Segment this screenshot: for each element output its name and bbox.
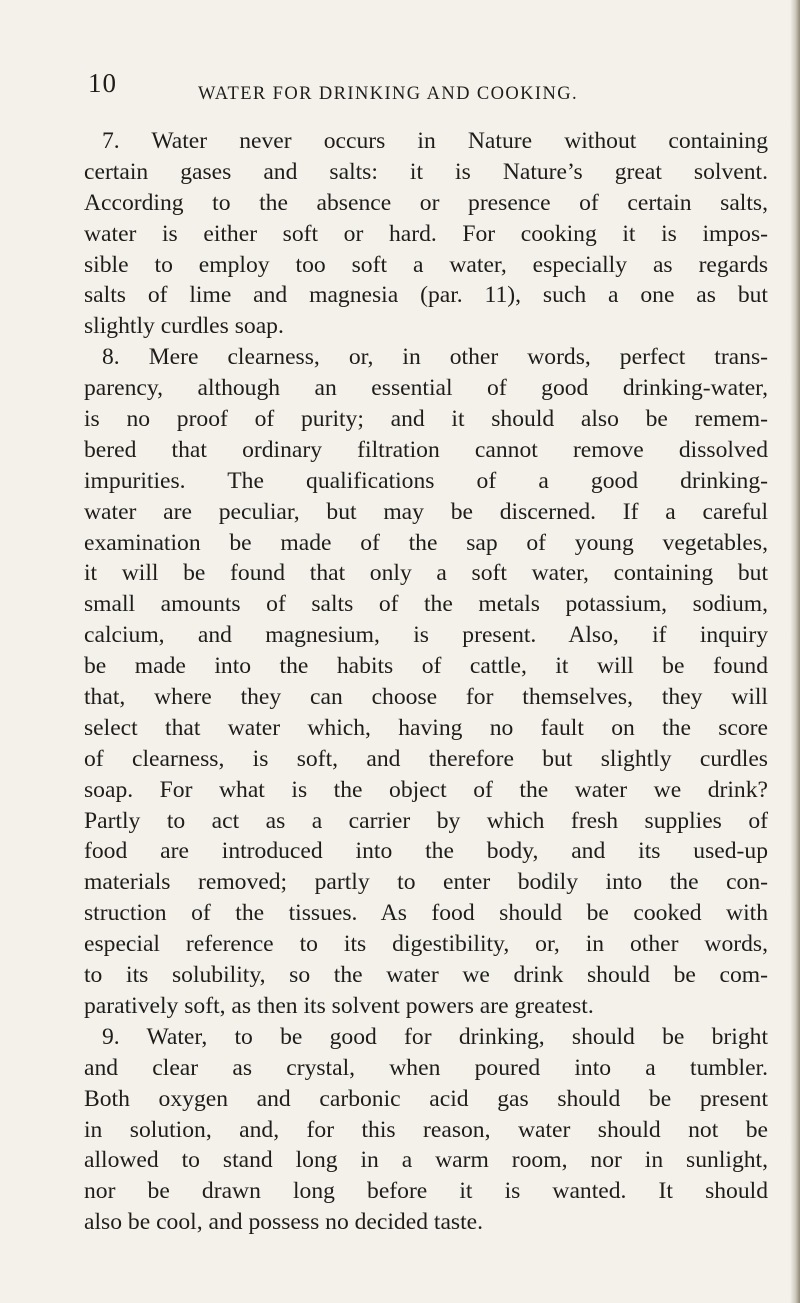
text-line: paratively soft, as then its solvent powers are greatest. — [84, 992, 594, 1019]
body-text — [84, 126, 768, 1238]
text-line: of clearness, is soft, and therefore but slightly curdles — [84, 745, 768, 772]
text-line: materials removed; partly to enter bodily into the con- — [84, 869, 768, 896]
text-line: to its solubility, so the water we drink should be com- — [84, 962, 768, 989]
text-line: impurities. The qualifications of a good drinking- — [84, 467, 768, 494]
text-line: According to the absence or presence of certain salts, — [84, 189, 768, 216]
running-head: WATER FOR DRINKING AND COOKING. — [198, 84, 578, 104]
text-line: 8. Mere clearness, or, in other words, perfect trans- — [102, 344, 768, 371]
text-line: food are introduced into the body, and its used-up — [84, 838, 768, 865]
text-line: it will be found that only a soft water, containing but — [84, 560, 768, 587]
text-line: also be cool, and possess no decided taste. — [84, 1209, 484, 1236]
text-line: 9. Water, to be good for drinking, should be bright — [102, 1023, 768, 1050]
text-line: parency, although an essential of good drinking-water, — [84, 375, 768, 402]
text-line: bered that ordinary filtration cannot remove dissolved — [84, 436, 768, 463]
text-line: small amounts of salts of the metals potassium, sodium, — [84, 591, 768, 618]
text-line: that, where they can choose for themselves, they will — [84, 684, 768, 711]
text-line: is no proof of purity; and it should also be remem- — [84, 406, 768, 433]
text-line: examination be made of the sap of young vegetables, — [84, 529, 768, 556]
page-edge-shadow — [790, 0, 800, 1303]
text-line: 7. Water never occurs in Nature without containing — [102, 128, 768, 154]
text-line: be made into the habits of cattle, it will be found — [84, 653, 768, 680]
text-line: sible to employ too soft a water, especially as regards — [84, 251, 768, 278]
text-line: salts of lime and magnesia (par. 11), such a one as but — [84, 282, 768, 309]
text-line: water are peculiar, but may be discerned. If a careful — [84, 498, 768, 525]
page-number: 10 — [88, 68, 117, 98]
text-line: soap. For what is the object of the water we drink? — [84, 776, 768, 803]
text-line: water is either soft or hard. For cooking it is impos- — [84, 220, 768, 247]
text-line: certain gases and salts: it is Nature’s great solvent. — [84, 158, 768, 185]
text-line: especial reference to its digestibility, or, in other words, — [84, 931, 768, 958]
text-line: Both oxygen and carbonic acid gas should be present — [84, 1085, 768, 1112]
text-line: and clear as crystal, when poured into a tumbler. — [84, 1054, 768, 1081]
text-line: slightly curdles soap. — [84, 313, 284, 340]
text-line: select that water which, having no fault on the score — [84, 714, 768, 741]
text-line: calcium, and magnesium, is present. Also, if inquiry — [84, 622, 768, 649]
text-line: struction of the tissues. As food should be cooked with — [84, 900, 768, 927]
text-line: Partly to act as a carrier by which fresh supplies of — [84, 807, 768, 834]
text-line: in solution, and, for this reason, water should not be — [84, 1116, 768, 1143]
text-line: nor be drawn long before it is wanted. It should — [84, 1178, 768, 1205]
text-line: allowed to stand long in a warm room, nor in sunlight, — [84, 1147, 768, 1174]
